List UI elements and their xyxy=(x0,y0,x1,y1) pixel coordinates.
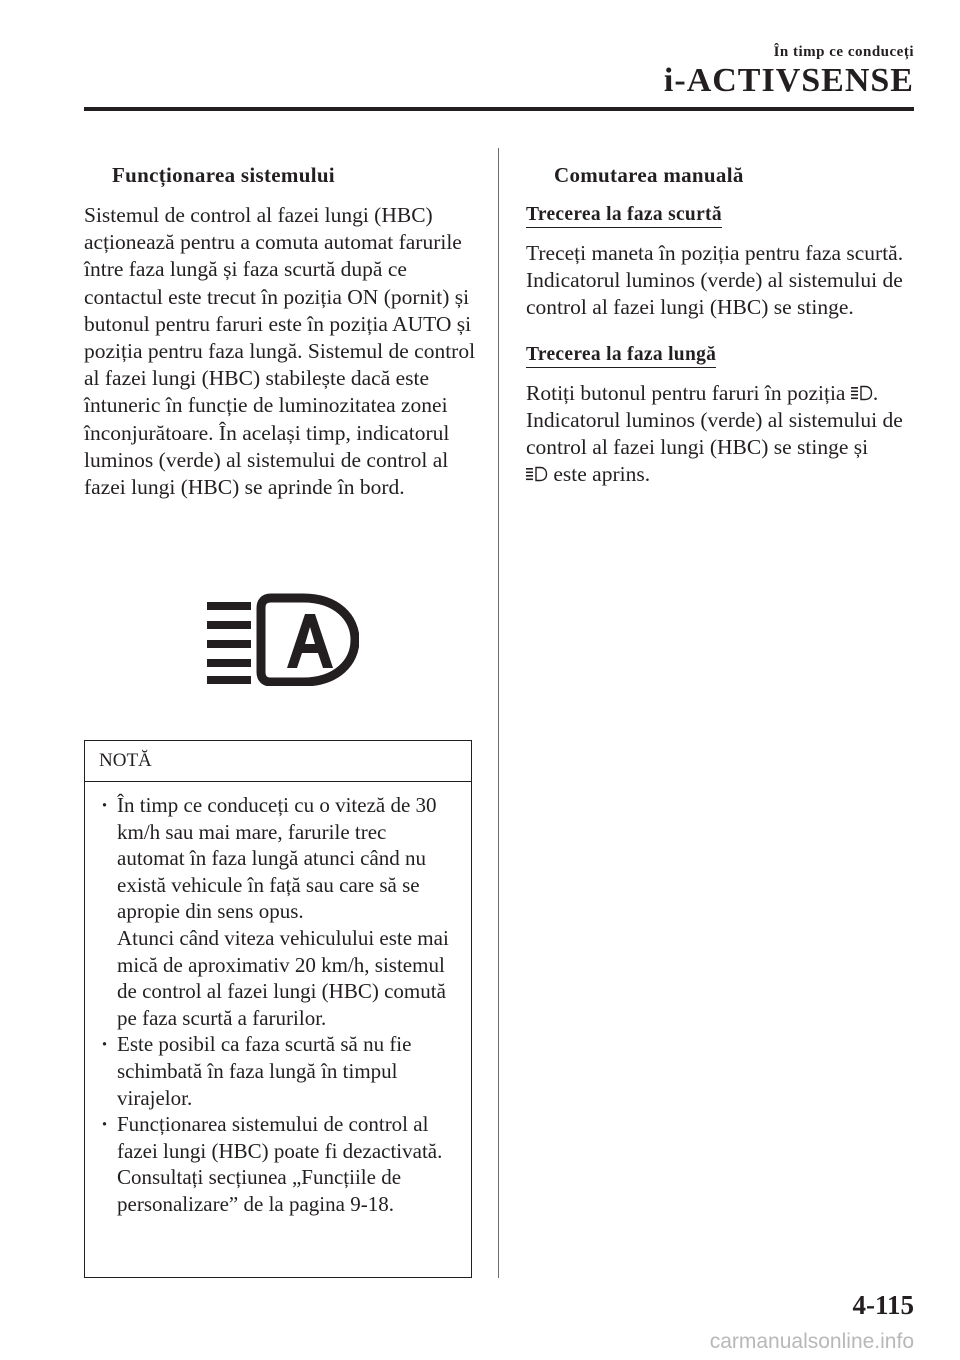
high-beam-indicator-note: Indicatorul luminos (verde) al sistemului de control al fazei lungi (HBC) se stinge și xyxy=(526,407,903,460)
left-column xyxy=(84,158,476,1216)
note-list xyxy=(85,782,471,1218)
column-divider xyxy=(498,148,499,1278)
system-operation-paragraph: Sistemul de control al fazei lungi (HBC) acționează pentru a comuta automat farurile între faza lungă și faza scurtă după ce contactul este trecut în poziția ON (pornit) și butonul pentru faruri este în poziția AUTO și poziția pentru faza lungă. Sistemul de control al fazei lungi (HBC) stabilește dacă este întuneric în funcție de luminozitatea zonei înconjurătoare. În același timp, indicatorul luminos (verde) al sistemului de control al fazei lungi (HBC) se aprinde în bord. xyxy=(84,203,476,500)
note-item-text: Este posibil ca faza scurtă să nu fie schimbată în faza lungă în timpul virajelor. xyxy=(117,1032,412,1110)
note-item-text: În timp ce conduceți cu o viteză de 30 km/h sau mai mare, farurile trec automat în faza lungă atunci când nu există vehicule în față sau care să se apropie din sens opus. xyxy=(117,793,437,924)
note-item xyxy=(99,1111,459,1217)
low-beam-indicator-note: Indicatorul luminos (verde) al sistemului de control al fazei lungi (HBC) se stinge. xyxy=(526,268,903,320)
header-rule xyxy=(84,107,914,111)
high-beam-instruction xyxy=(526,380,916,407)
low-beam-instruction: Treceți maneta în poziția pentru faza scurtă. xyxy=(526,241,904,265)
section-heading-manual-switching: Comutarea manuală xyxy=(554,163,744,187)
auto-high-beam-indicator-icon xyxy=(207,592,359,686)
note-item xyxy=(99,792,459,1031)
subheading-high-beam: Trecerea la faza lungă xyxy=(526,344,716,368)
right-column xyxy=(526,158,916,488)
high-beam-instruction-text: Rotiți butonul pentru faruri în poziția xyxy=(526,380,846,405)
section-heading-system-operation: Funcționarea sistemului xyxy=(112,163,335,187)
note-box xyxy=(84,740,472,1278)
subheading-low-beam: Trecerea la faza scurtă xyxy=(526,204,722,228)
note-item-text: Funcționarea sistemului de control al fazei lungi (HBC) poate fi dezactivată. Consultați secțiunea „Funcțiile de personalizare” de la pagina 9-18. xyxy=(117,1112,443,1216)
high-beam-lit-text: este aprins. xyxy=(553,462,651,487)
note-item xyxy=(99,1031,459,1111)
high-beam-lit-note xyxy=(526,461,916,488)
note-item-continuation: Atunci când viteza vehiculului este mai mică de aproximativ 20 km/h, sistemul de control al fazei lungi (HBC) comută pe faza scurtă a farurilor. xyxy=(117,925,449,1030)
high-beam-icon xyxy=(851,385,873,401)
running-header-section: În timp ce conduceți xyxy=(773,44,914,60)
running-header-title: i-ACTIVSENSE xyxy=(663,62,914,99)
note-title: NOTĂ xyxy=(85,741,471,782)
high-beam-instruction-end: . xyxy=(872,380,879,405)
watermark: carmanualsonline.info xyxy=(709,1330,914,1353)
high-beam-icon xyxy=(526,466,548,482)
page-number: 4-115 xyxy=(852,1290,914,1320)
